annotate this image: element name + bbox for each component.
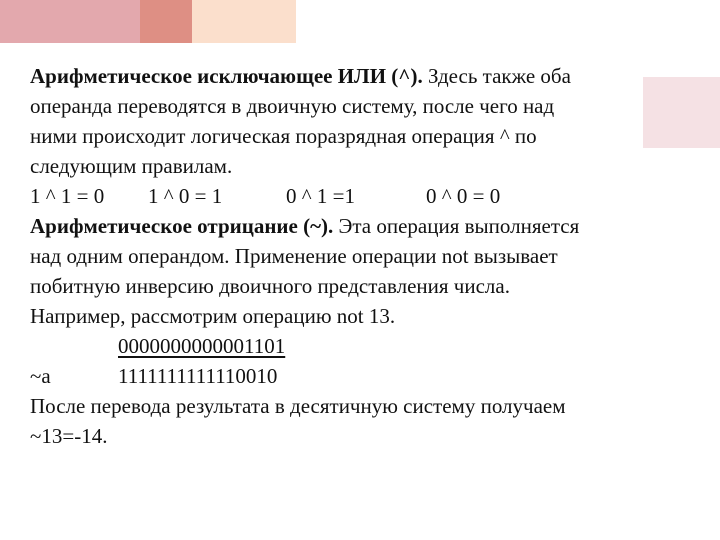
- result-label: ~a: [30, 364, 51, 388]
- xor-title: Арифметическое исключающее ИЛИ (^).: [30, 64, 423, 88]
- decor-block-peach: [192, 0, 296, 43]
- binary-result: 1111111111110010: [118, 364, 278, 388]
- not-title: Арифметическое отрицание (~).: [30, 214, 334, 238]
- not-para-line2: над одним операндом. Применение операции not вызывает: [30, 244, 558, 268]
- xor-rule-2: 1 ^ 0 = 1: [148, 184, 223, 208]
- conclusion-line1: После перевода результата в десятичную систему получаем: [30, 394, 566, 418]
- xor-para-line2: операнда переводятся в двоичную систему, после чего над: [30, 94, 555, 118]
- binary-original: 0000000000001101: [118, 334, 286, 358]
- binary-original-row: [30, 331, 690, 361]
- slide-text: [30, 61, 690, 451]
- conclusion-line2: ~13=-14.: [30, 424, 108, 448]
- binary-result-row: [30, 361, 690, 391]
- xor-para-line4: следующим правилам.: [30, 154, 233, 178]
- xor-rules: [30, 181, 690, 211]
- decor-block-rose: [140, 0, 192, 43]
- decor-block-pink: [0, 0, 140, 43]
- xor-intro: Здесь также оба: [422, 64, 571, 88]
- xor-para-line3: ними происходит логическая поразрядная операция ^ по: [30, 124, 537, 148]
- xor-rule-1: 1 ^ 1 = 0: [30, 184, 105, 208]
- not-intro: Эта операция выполняется: [333, 214, 580, 238]
- not-para-line3: побитную инверсию двоичного представления числа.: [30, 274, 510, 298]
- not-para-line4: Например, рассмотрим операцию not 13.: [30, 304, 396, 328]
- not-para-line1: [30, 211, 690, 241]
- xor-rule-4: 0 ^ 0 = 0: [426, 184, 501, 208]
- xor-para-line1: [30, 61, 690, 91]
- xor-rule-3: 0 ^ 1 =1: [286, 184, 355, 208]
